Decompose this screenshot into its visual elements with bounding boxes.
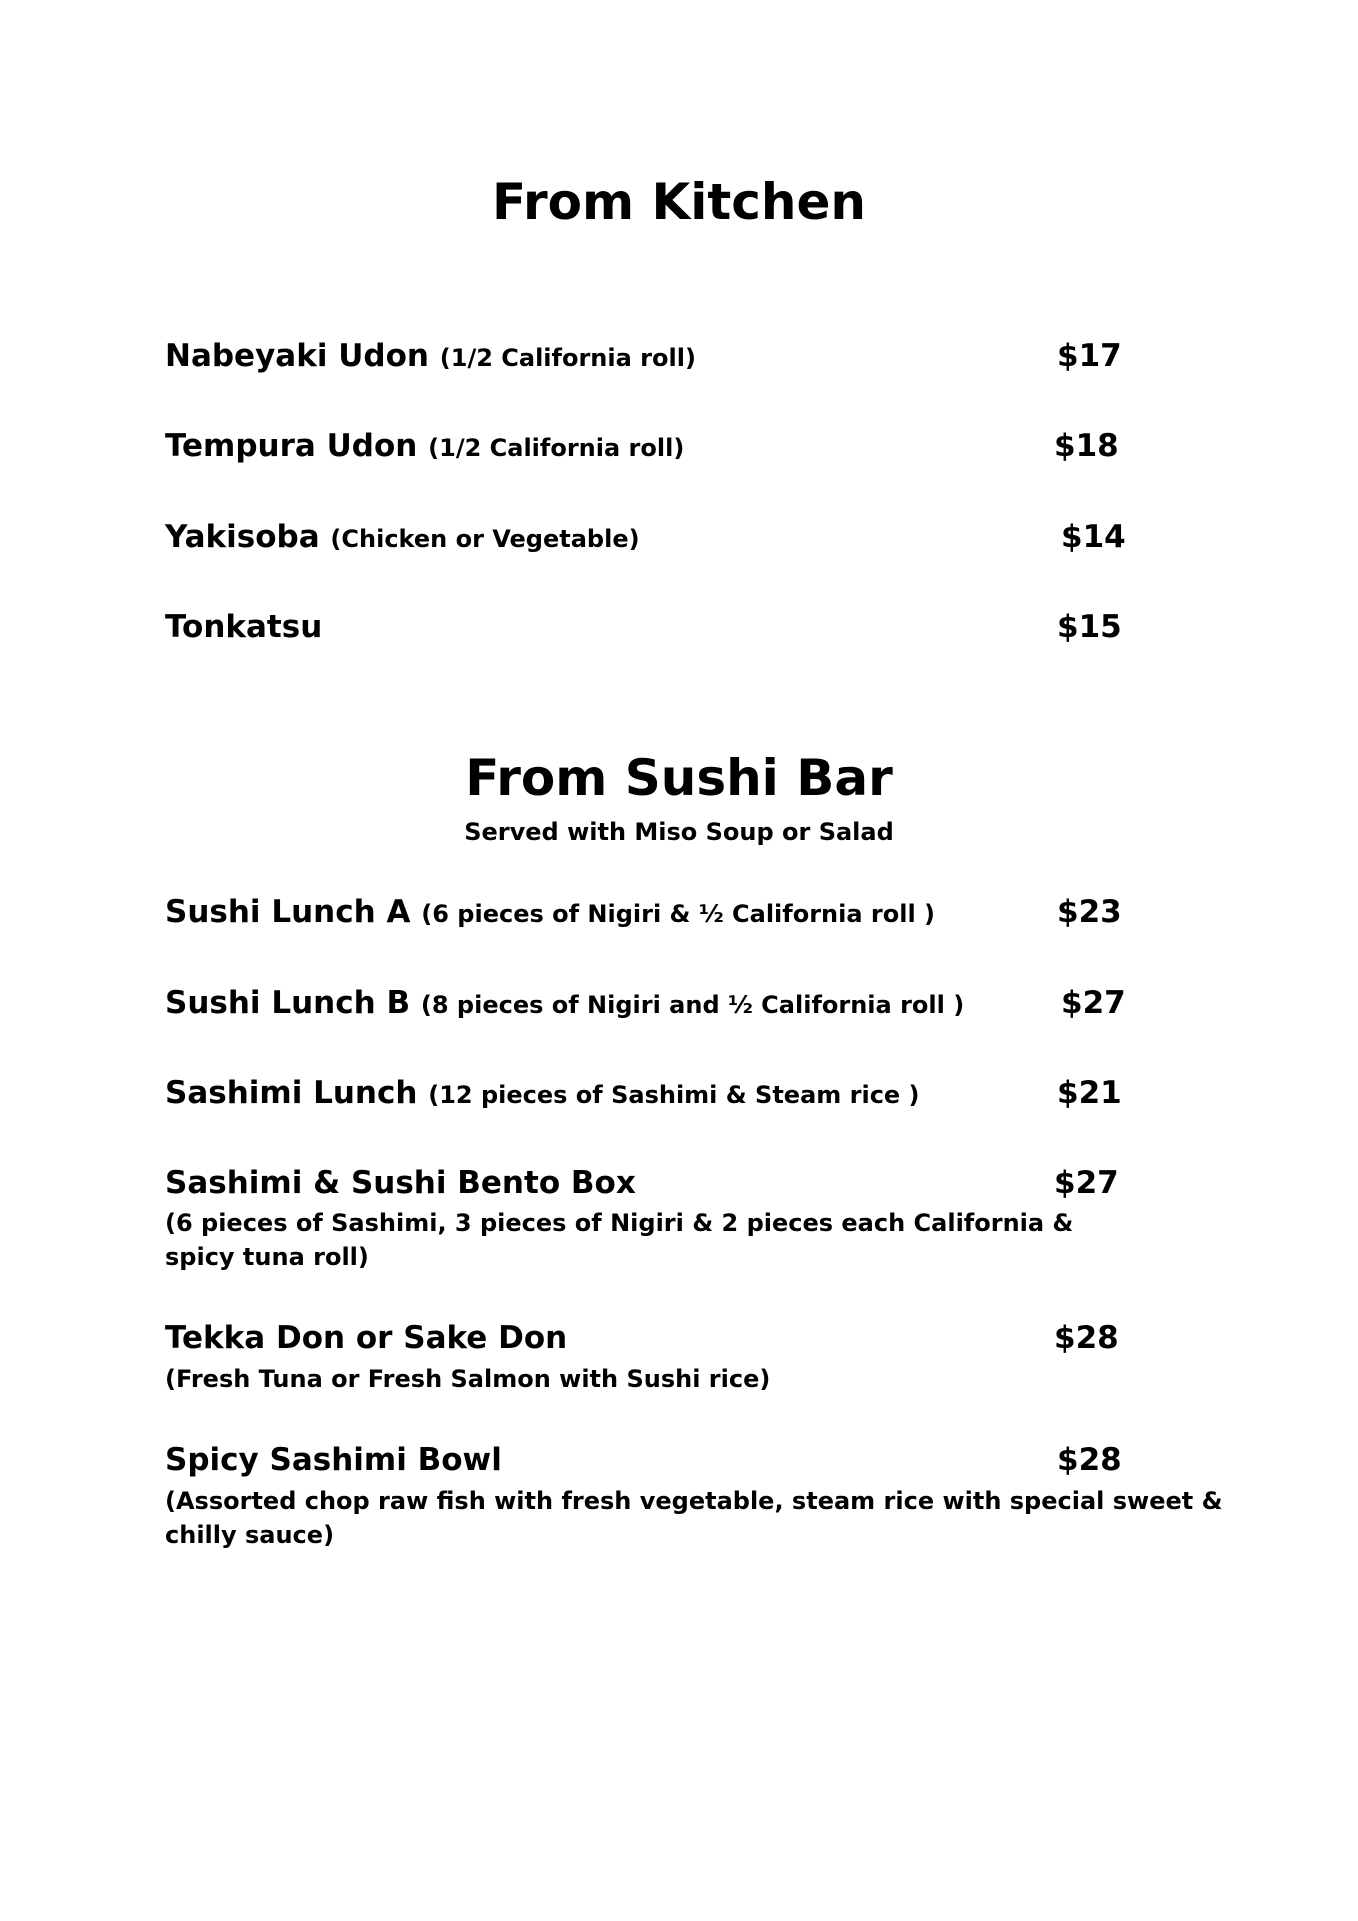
sushi-bar-heading: From Sushi Bar — [465, 749, 893, 807]
menu-item-bento-box — [165, 1165, 636, 1201]
menu-item-name: Tempura Udon — [165, 428, 418, 464]
menu-item-note: (12 pieces of Sashimi & Steam rice ) — [428, 1081, 920, 1109]
menu-item-description — [165, 1206, 1073, 1274]
menu-item-name: Tonkatsu — [165, 609, 323, 645]
menu-item-tonkatsu — [165, 609, 323, 645]
menu-item-price: $14 — [1061, 519, 1126, 555]
menu-item-price: $23 — [1057, 894, 1122, 930]
description-line: (6 pieces of Sashimi, 3 pieces of Nigiri & 2 pieces each California & — [165, 1209, 1074, 1237]
menu-item-name: Sushi Lunch A — [165, 894, 411, 930]
menu-item-price: $18 — [1054, 428, 1119, 464]
menu-item-spicy-sashimi-bowl — [165, 1442, 502, 1478]
menu-item-note: (6 pieces of Nigiri & ½ California roll ) — [421, 900, 936, 928]
menu-item-description — [165, 1484, 1223, 1552]
sushi-bar-subtitle: Served with Miso Soup or Salad — [464, 818, 894, 846]
menu-item-note: (1/2 California roll) — [439, 344, 696, 372]
description-line: (Fresh Tuna or Fresh Salmon with Sushi rice) — [165, 1365, 771, 1393]
menu-item-price: $21 — [1057, 1075, 1122, 1111]
menu-item-name: Tekka Don or Sake Don — [165, 1320, 568, 1356]
menu-item-note: (1/2 California roll) — [428, 434, 685, 462]
menu-item-note: (8 pieces of Nigiri and ½ California roll ) — [420, 991, 965, 1019]
menu-item-nabeyaki-udon — [165, 338, 696, 374]
description-line: chilly sauce) — [165, 1521, 335, 1549]
menu-item-tekka-don — [165, 1320, 568, 1356]
menu-item-price: $28 — [1054, 1320, 1119, 1356]
menu-item-note: (Chicken or Vegetable) — [330, 525, 640, 553]
menu-item-sushi-lunch-b — [165, 985, 965, 1021]
menu-item-price: $27 — [1061, 985, 1126, 1021]
menu-item-sashimi-lunch — [165, 1075, 920, 1111]
menu-item-name: Spicy Sashimi Bowl — [165, 1442, 502, 1478]
menu-item-tempura-udon — [165, 428, 685, 464]
menu-item-name: Yakisoba — [165, 519, 320, 555]
menu-item-description — [165, 1362, 770, 1396]
menu-item-yakisoba — [165, 519, 640, 555]
kitchen-heading: From Kitchen — [492, 173, 866, 231]
menu-item-price: $15 — [1057, 609, 1122, 645]
menu-item-price: $28 — [1057, 1442, 1122, 1478]
menu-item-name: Sashimi Lunch — [165, 1075, 418, 1111]
menu-item-name: Sashimi & Sushi Bento Box — [165, 1165, 636, 1201]
description-line: spicy tuna roll) — [165, 1243, 369, 1271]
menu-item-name: Sushi Lunch B — [165, 985, 411, 1021]
menu-item-sushi-lunch-a — [165, 894, 936, 930]
menu-item-name: Nabeyaki Udon — [165, 338, 429, 374]
menu-item-price: $17 — [1057, 338, 1122, 374]
description-line: (Assorted chop raw fish with fresh vegetable, steam rice with special sweet & — [165, 1487, 1223, 1515]
menu-item-price: $27 — [1054, 1165, 1119, 1201]
